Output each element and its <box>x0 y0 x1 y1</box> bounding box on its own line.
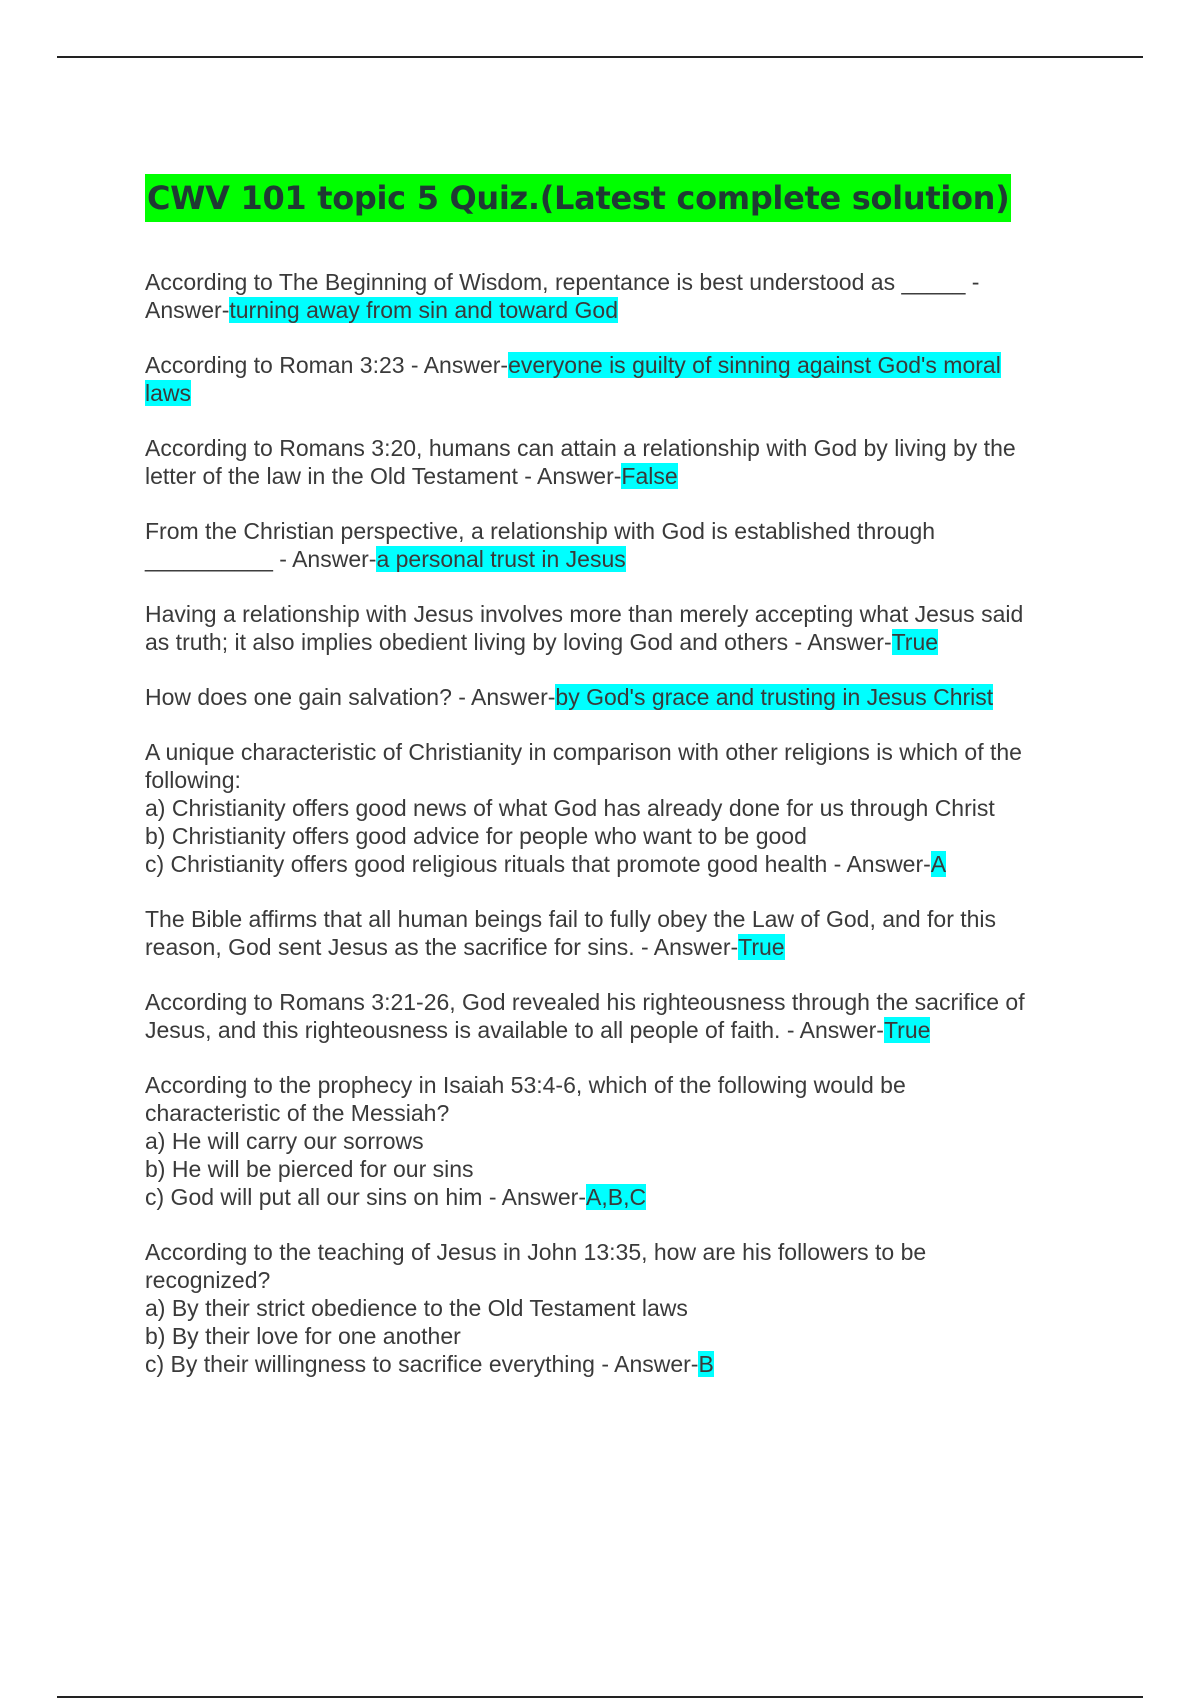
answer-highlight: True <box>883 1017 931 1043</box>
option-line: a) He will carry our sorrows <box>145 1128 424 1154</box>
question-line: According to the teaching of Jesus in John 13:35, how are his followers to be <box>145 1239 927 1265</box>
question-item <box>145 905 1075 961</box>
answer-prefix: c) Christianity offers good religious rituals that promote good health - Answer- <box>145 851 931 877</box>
answer-prefix: reason, God sent Jesus as the sacrifice for sins. - Answer- <box>145 934 739 960</box>
question-item <box>145 738 1075 878</box>
option-line: b) He will be pierced for our sins <box>145 1156 474 1182</box>
question-line: following: <box>145 767 241 793</box>
question-line: From the Christian perspective, a relationship with God is established through <box>145 518 936 544</box>
option-line: a) Christianity offers good news of what God has already done for us through Christ <box>145 795 995 821</box>
answer-highlight: A,B,C <box>586 1184 647 1210</box>
answer-highlight: turning away from sin and toward God <box>229 297 619 323</box>
question-item <box>145 600 1075 656</box>
question-line: According to The Beginning of Wisdom, repentance is best understood as _____ - <box>145 269 980 295</box>
answer-prefix: as truth; it also implies obedient living by loving God and others - Answer- <box>145 629 892 655</box>
question-item <box>145 1071 1075 1211</box>
answer-highlight: a personal trust in Jesus <box>376 546 626 572</box>
question-item <box>145 351 1075 407</box>
question-line: Having a relationship with Jesus involves more than merely accepting what Jesus said <box>145 601 1024 627</box>
answer-highlight: B <box>698 1351 714 1377</box>
answer-highlight: by God's grace and trusting in Jesus Christ <box>555 684 994 710</box>
bottom-rule <box>57 1696 1143 1698</box>
option-line: b) By their love for one another <box>145 1323 461 1349</box>
question-line: According to the prophecy in Isaiah 53:4-6, which of the following would be <box>145 1072 906 1098</box>
title-highlight <box>145 174 1011 222</box>
question-line: The Bible affirms that all human beings fail to fully obey the Law of God, and for this <box>145 906 997 932</box>
question-line: According to Romans 3:20, humans can attain a relationship with God by living by the <box>145 435 1016 461</box>
answer-highlight: A <box>930 851 947 877</box>
answer-prefix: Answer- <box>145 297 230 323</box>
question-item <box>145 988 1075 1044</box>
answer-highlight: True <box>891 629 939 655</box>
answer-highlight: True <box>738 934 785 960</box>
answer-prefix: __________ - Answer- <box>145 546 377 572</box>
answer-prefix: c) By their willingness to sacrifice everything - Answer- <box>145 1351 699 1377</box>
question-item <box>145 517 1075 573</box>
answer-prefix: letter of the law in the Old Testament - Answer- <box>145 463 622 489</box>
answer-prefix: According to Roman 3:23 - Answer- <box>145 352 509 378</box>
answer-prefix: How does one gain salvation? - Answer- <box>145 684 556 710</box>
answer-prefix: Jesus, and this righteousness is available to all people of faith. - Answer- <box>145 1017 884 1043</box>
top-rule <box>57 56 1143 58</box>
answer-prefix: c) God will put all our sins on him - Answer- <box>145 1184 586 1210</box>
question-item <box>145 1238 1075 1378</box>
quiz-content <box>145 268 1075 1405</box>
question-line: According to Romans 3:21-26, God revealed his righteousness through the sacrifice of <box>145 989 1025 1015</box>
question-line: characteristic of the Messiah? <box>145 1100 450 1126</box>
question-item <box>145 268 1075 324</box>
option-line: b) Christianity offers good advice for people who want to be good <box>145 823 807 849</box>
document-title: CWV 101 topic 5 Quiz.(Latest complete solution) <box>147 179 1010 217</box>
question-line: recognized? <box>145 1267 271 1293</box>
option-line: a) By their strict obedience to the Old Testament laws <box>145 1295 688 1321</box>
answer-highlight: everyone is guilty of sinning against God's moral laws <box>145 352 1001 406</box>
answer-highlight: False <box>621 463 678 489</box>
question-line: A unique characteristic of Christianity in comparison with other religions is which of the <box>145 739 1022 765</box>
question-item <box>145 683 1075 711</box>
question-item <box>145 434 1075 490</box>
